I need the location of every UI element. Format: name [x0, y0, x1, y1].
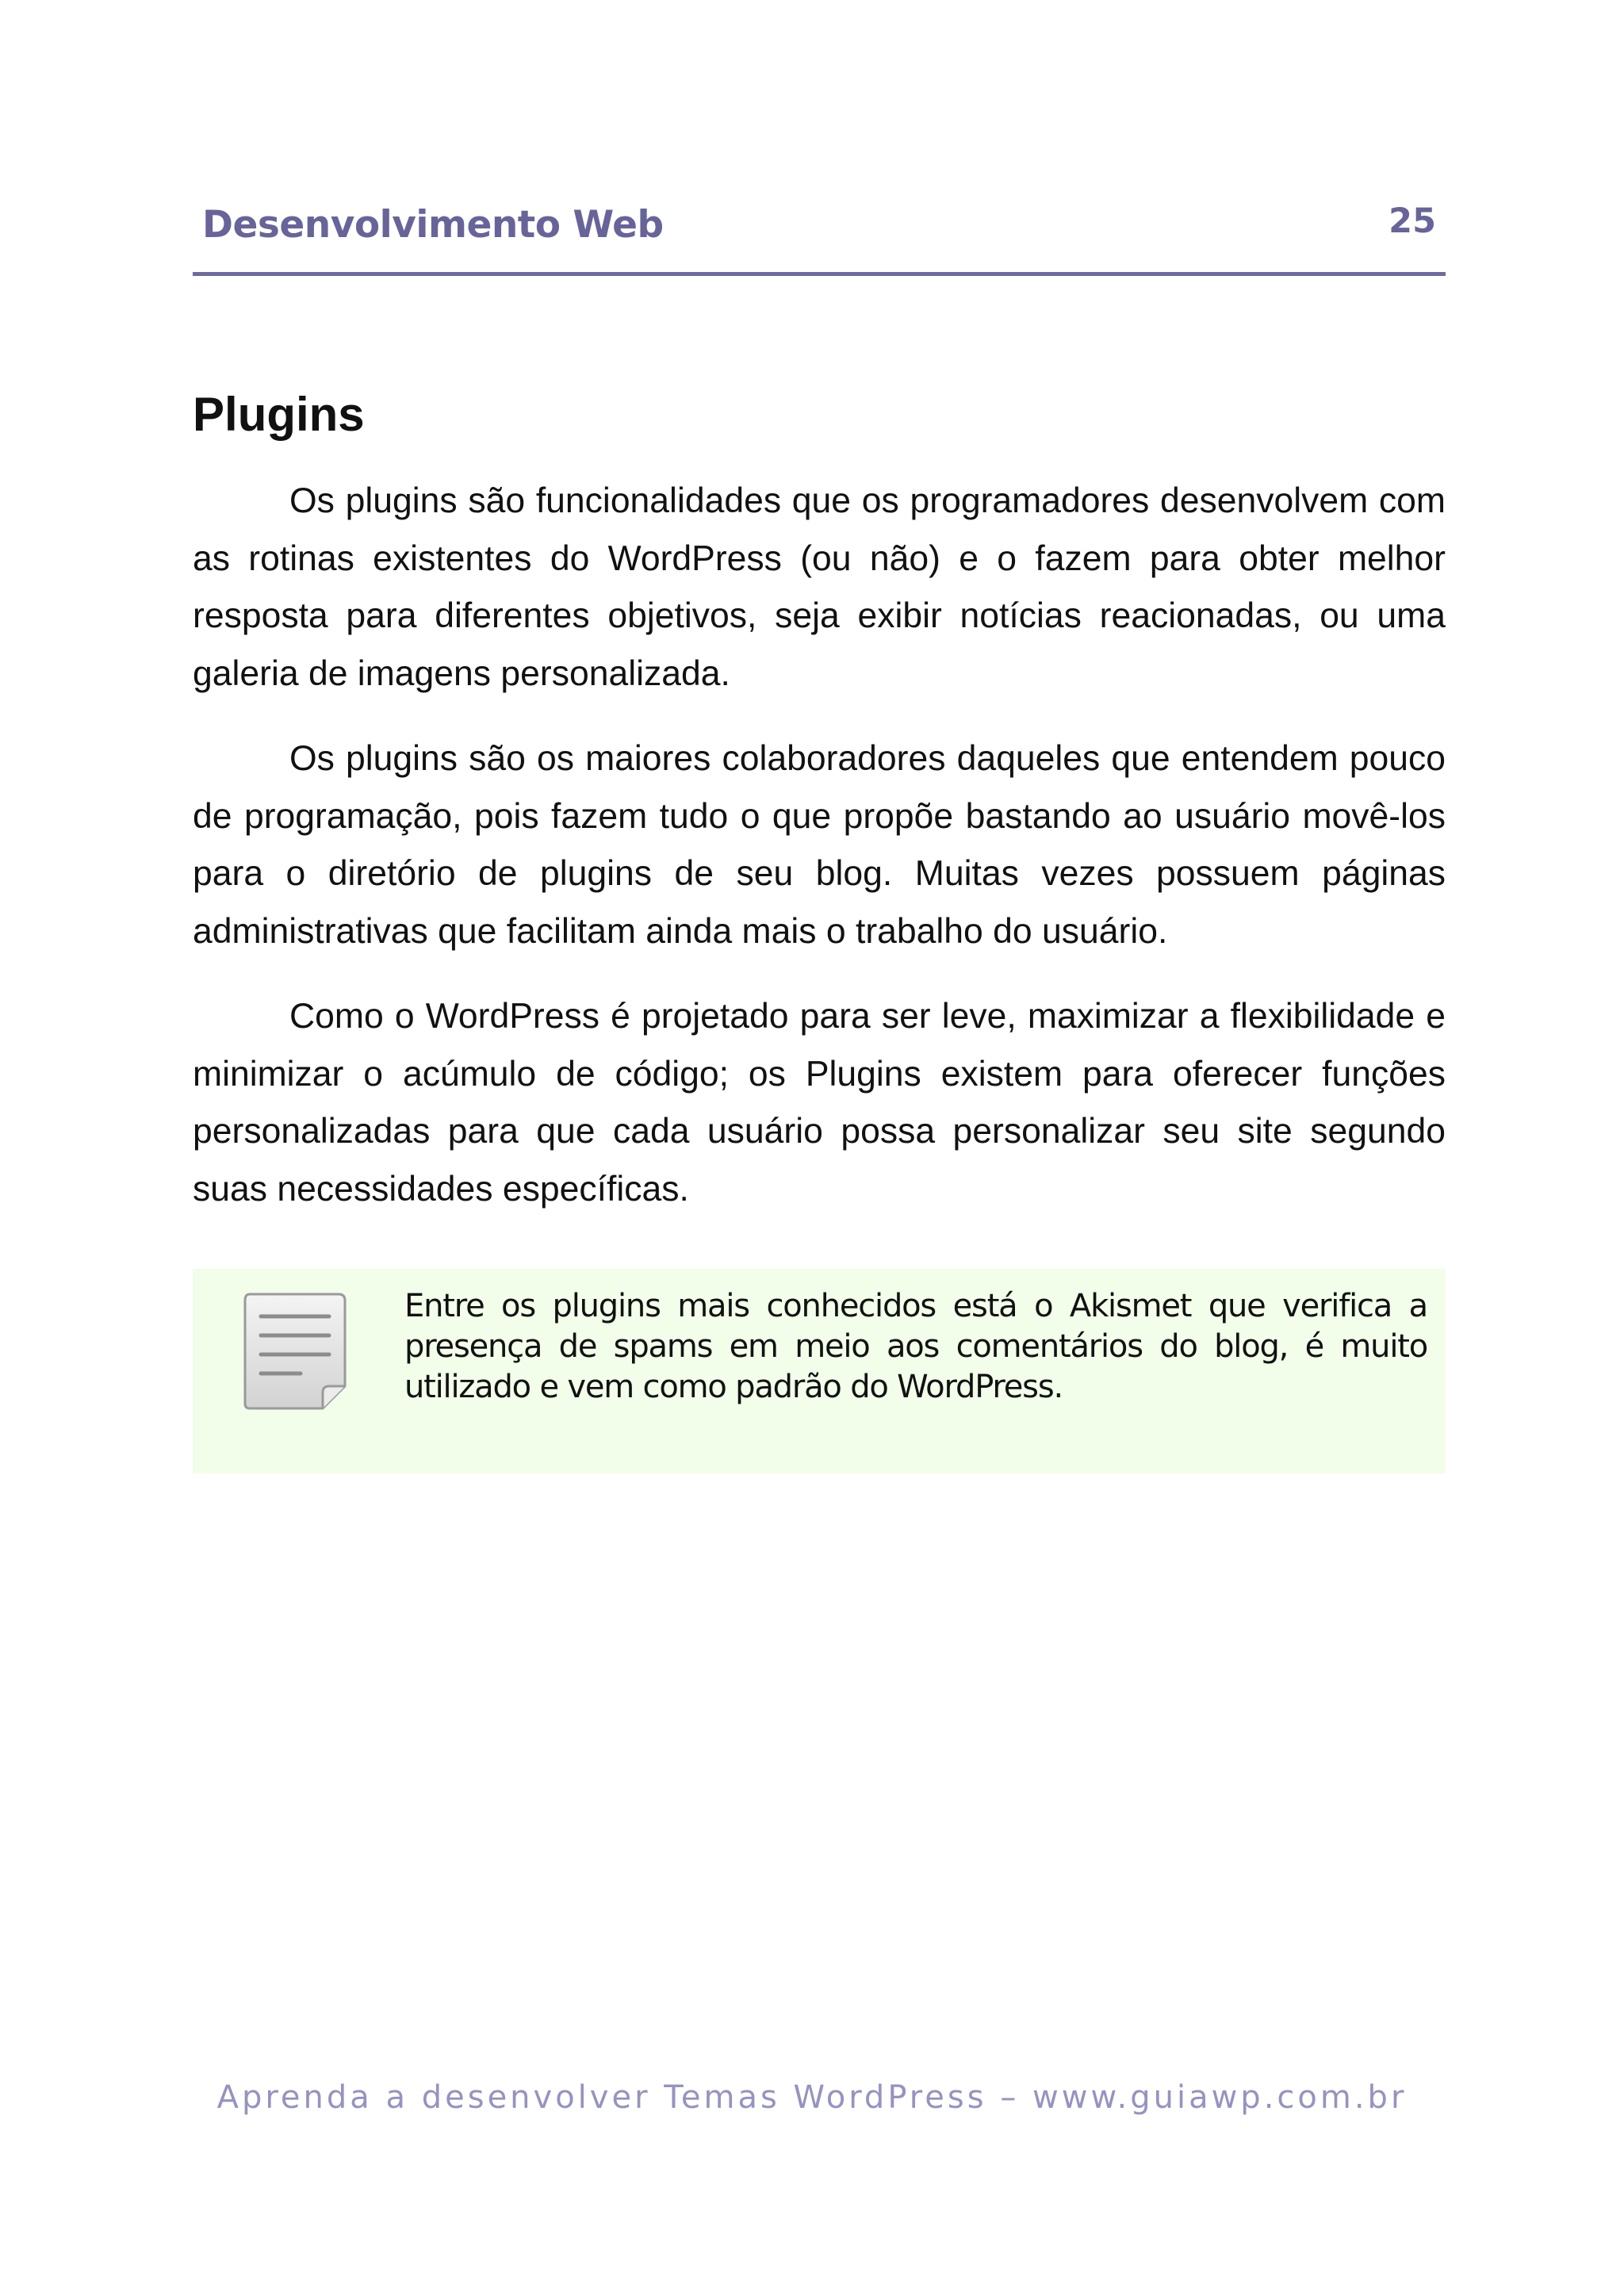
note-page-icon	[243, 1293, 347, 1410]
page-number: 25	[1388, 201, 1436, 241]
body-text	[193, 473, 1446, 1246]
paragraph-2: Os plugins são os maiores colaboradores daqueles que entendem pouco de programação, pois fazem tudo o que propõe bastando ao usuário movê-los para o diretório de plugins de seu blog. Muitas vezes possuem páginas administrativas que facilitam ainda mais o trabalho do usuário.	[193, 739, 1446, 951]
header-title: Desenvolvimento Web	[202, 203, 664, 247]
page-header	[193, 198, 1446, 276]
note-text: Entre os plugins mais conhecidos está o Akismet que verifica a presença de spams em meio aos comentários do blog, é muito utilizado e vem como padrão do WordPress.	[404, 1288, 1427, 1405]
note-box	[193, 1269, 1446, 1473]
section-title: Plugins	[193, 388, 365, 441]
paragraph-3: Como o WordPress é projetado para ser leve, maximizar a flexibilidade e minimizar o acúmulo de código; os Plugins existem para oferecer funções personalizadas para que cada usuário possa personalizar seu site segundo suas necessidades específicas.	[193, 997, 1446, 1209]
paragraph-1: Os plugins são funcionalidades que os programadores desenvolvem com as rotinas existentes do WordPress (ou não) e o fazem para obter melhor resposta para diferentes objetivos, seja exibir notícias reacionadas, ou uma galeria de imagens personalizada.	[193, 481, 1446, 693]
page-footer: Aprenda a desenvolver Temas WordPress – www.guiawp.com.br	[216, 2079, 1408, 2116]
